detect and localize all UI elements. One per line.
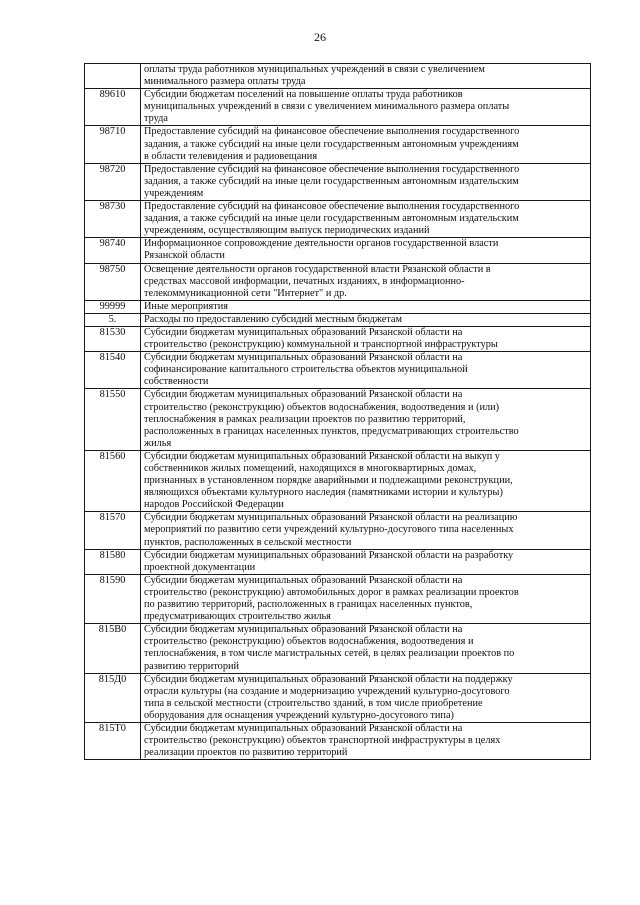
table-row [85,450,591,511]
table-row [85,126,591,163]
table-row [85,326,591,351]
row-description: Субсидии бюджетам муниципальных образований Рязанской области на строительство (реконструкцию) автомобильных дорог в рамках реализации проектов по развитию территорий, расположенных в границах населенных пунктов, предусматривающих строительство жилья [141,574,591,623]
table-row [85,64,591,89]
table-row [85,549,591,574]
row-code: 98710 [85,126,141,163]
row-description: Субсидии бюджетам муниципальных образований Рязанской области на реализацию мероприятий по развитию сети учреждений культурно-досугового типа населенных пунктов, расположенных в сельской местности [141,512,591,549]
table-row [85,163,591,200]
budget-classification-table [84,63,591,760]
row-code: 81580 [85,549,141,574]
table-row [85,722,591,759]
row-description: Субсидии бюджетам муниципальных образований Рязанской области на строительство (реконструкцию) объектов водоснабжения, водоотведения и (или) теплоснабжения в рамках реализации проектов по развитию территорий, расположенных в границах населенных пунктов, предусматривающих строительство жилья [141,389,591,450]
row-code: 81540 [85,352,141,389]
row-description: Субсидии бюджетам муниципальных образований Рязанской области на разработку проектной документации [141,549,591,574]
row-code: 98750 [85,263,141,300]
row-description: Субсидии бюджетам поселений на повышение оплаты труда работников муниципальных учреждений в связи с увеличением минимального размера оплаты труда [141,89,591,126]
table-body [85,64,591,760]
row-description: Иные мероприятия [141,300,591,313]
row-code: 98720 [85,163,141,200]
row-description: Субсидии бюджетам муниципальных образований Рязанской области на софинансирование капитального строительства объектов муниципальной собственности [141,352,591,389]
row-code: 81570 [85,512,141,549]
table-row [85,574,591,623]
table-row [85,263,591,300]
table-row [85,89,591,126]
row-code: 815В0 [85,624,141,673]
table-row [85,313,591,326]
row-code: 81590 [85,574,141,623]
row-description: Субсидии бюджетам муниципальных образований Рязанской области на поддержку отрасли культуры (на создание и модернизацию учреждений культурно-досугового типа в сельской местности (строительство зданий, в том числе приобретение оборудования для оснащения учреждений культурно-досугового типа) [141,673,591,722]
table-row [85,201,591,238]
table-row [85,512,591,549]
table-row [85,238,591,263]
row-code: 89610 [85,89,141,126]
row-description: Освещение деятельности органов государственной власти Рязанской области в средствах массовой информации, печатных изданиях, в информационно- телекоммуникационной сети "Интернет" и др. [141,263,591,300]
row-description: Субсидии бюджетам муниципальных образований Рязанской области на строительство (реконструкцию) коммунальной и транспортной инфраструктуры [141,326,591,351]
table-row [85,624,591,673]
row-code: 99999 [85,300,141,313]
row-code: 5. [85,313,141,326]
row-code: 815Т0 [85,722,141,759]
row-code: 81530 [85,326,141,351]
table-row [85,352,591,389]
table-row [85,300,591,313]
row-code: 98730 [85,201,141,238]
row-code: 81550 [85,389,141,450]
row-code: 98740 [85,238,141,263]
row-description: Субсидии бюджетам муниципальных образований Рязанской области на строительство (реконструкцию) объектов транспортной инфраструктуры в целях реализации проектов по развитию территорий [141,722,591,759]
row-code: 81560 [85,450,141,511]
table-row [85,389,591,450]
row-description: Предоставление субсидий на финансовое обеспечение выполнения государственного задания, а также субсидий на иные цели государственным автономным издательским учреждениям, осуществляющим выпуск периодических изданий [141,201,591,238]
row-description: Предоставление субсидий на финансовое обеспечение выполнения государственного задания, а также субсидий на иные цели государственным автономным учреждениям в области телевидения и радиовещания [141,126,591,163]
table-row [85,673,591,722]
row-description: Субсидии бюджетам муниципальных образований Рязанской области на строительство (реконструкцию) объектов водоснабжения, водоотведения и теплоснабжения, в том числе магистральных сетей, в целях реализации проектов по развитию территорий [141,624,591,673]
row-code [85,64,141,89]
page-number: 26 [314,30,326,44]
row-description: Расходы по предоставлению субсидий местным бюджетам [141,313,591,326]
row-description: Предоставление субсидий на финансовое обеспечение выполнения государственного задания, а также субсидий на иные цели государственным автономным издательским учреждениям [141,163,591,200]
row-description: оплаты труда работников муниципальных учреждений в связи с увеличением минимального размера оплаты труда [141,64,591,89]
row-description: Субсидии бюджетам муниципальных образований Рязанской области на выкуп у собственников жилых помещений, находящихся в многоквартирных домах, признанных в установленном порядке аварийными и подлежащими реконструкции, являющихся объектами культурного наследия (памятниками истории и культуры) народов Российской Федерации [141,450,591,511]
row-code: 815Д0 [85,673,141,722]
row-description: Информационное сопровождение деятельности органов государственной власти Рязанской области [141,238,591,263]
